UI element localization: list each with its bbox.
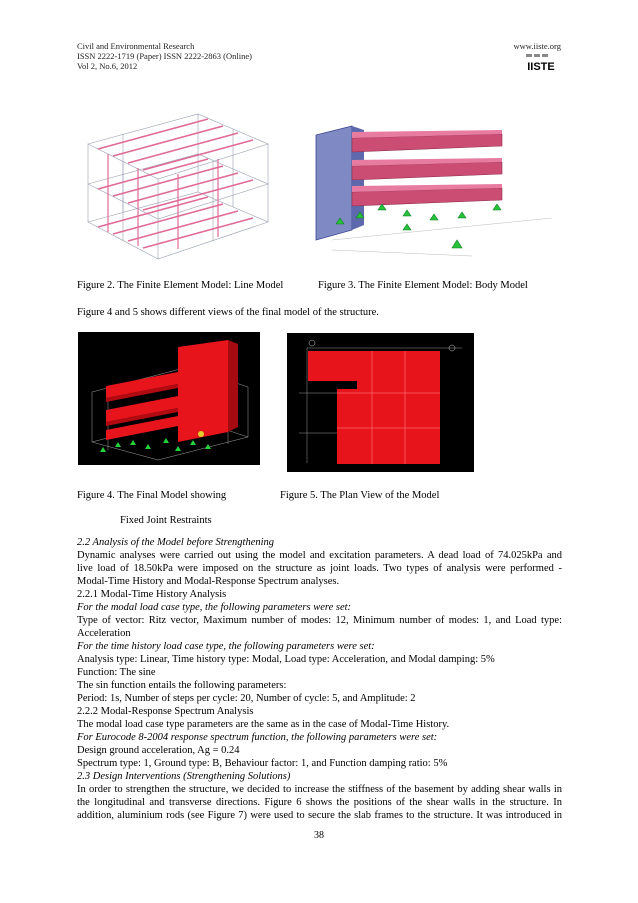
section-2-2-2-line-1: The modal load case type parameters are the same as in the case of Modal-Time History. — [77, 719, 450, 730]
modal-params-heading: For the modal load case type, the following parameters were set: — [77, 602, 352, 613]
figure-3-body-model — [312, 100, 562, 258]
figure-2-caption: Figure 2. The Finite Element Model: Line Model — [77, 280, 284, 291]
journal-header — [77, 41, 252, 71]
journal-volume: Vol 2, No.6, 2012 — [77, 61, 138, 71]
figure-3-caption: Figure 3. The Finite Element Model: Body Model — [318, 280, 528, 291]
svg-text:IISTE: IISTE — [527, 61, 555, 72]
section-2-3-heading: 2.3 Design Interventions (Strengthening Solutions) — [77, 771, 291, 782]
figure-5-plan-view — [287, 333, 474, 472]
eurocode-heading: For Eurocode 8-2004 response spectrum function, the following parameters were set: — [77, 732, 438, 743]
section-2-2-heading: 2.2 Analysis of the Model before Strengthening — [77, 537, 275, 548]
figure-4-final-model — [78, 332, 260, 465]
figure-4-caption-continued: Fixed Joint Restraints — [120, 515, 212, 526]
section-2-2-line-2: live load of 18.50kPa were imposed on the structure as joint loads. Two types of analysis were performed - — [77, 563, 562, 574]
intro-paragraph: Figure 4 and 5 shows different views of the final model of the structure. — [77, 307, 379, 318]
journal-name: Civil and Environmental Research — [77, 41, 195, 51]
figure-5-caption: Figure 5. The Plan View of the Model — [280, 490, 440, 501]
figure-4-caption: Figure 4. The Final Model showing — [77, 490, 227, 501]
section-2-2-2-heading: 2.2.2 Modal-Response Spectrum Analysis — [77, 706, 254, 717]
time-history-line-4: Period: 1s, Number of steps per cycle: 20, Number of cycle: 5, and Amplitude: 2 — [77, 693, 416, 704]
eurocode-line-2: Spectrum type: 1, Ground type: B, Behaviour factor: 1, and Function damping ratio: 5% — [77, 758, 448, 769]
section-2-3-line-3: addition, aluminium rods (see Figure 7) were used to secure the slab frames to the structure. It was introduced in — [77, 810, 562, 821]
iiste-logo — [524, 54, 558, 72]
time-history-heading: For the time history load case type, the following parameters were set: — [77, 641, 375, 652]
section-2-3-line-1: In order to strengthen the structure, we decided to increase the stiffness of the basement by adding shear walls in — [77, 784, 562, 795]
section-2-2-line-1: Dynamic analyses were carried out using the model and excitation parameters. A dead load of 74.025kPa and — [77, 550, 562, 561]
journal-issn: ISSN 2222-1719 (Paper) ISSN 2222-2863 (Online) — [77, 51, 252, 61]
modal-params-line-1: Type of vector: Ritz vector, Maximum number of modes: 12, Minimum number of modes: 1, and Load type: — [77, 615, 562, 626]
page-number: 38 — [314, 830, 324, 841]
eurocode-line-1: Design ground acceleration, Ag = 0.24 — [77, 745, 240, 756]
section-2-2-line-3: Modal-Time History and Modal-Response Spectrum analyses. — [77, 576, 340, 587]
figure-2-line-model — [78, 104, 274, 264]
section-2-3-line-2: the longitudinal and transverse directions. Figure 6 shows the positions of the shear walls in the structure. In — [77, 797, 562, 808]
time-history-line-1: Analysis type: Linear, Time history type: Modal, Load type: Acceleration, and Modal damping: 5% — [77, 654, 495, 665]
modal-params-line-2: Acceleration — [77, 628, 131, 639]
journal-website: www.iiste.org — [513, 41, 561, 51]
time-history-line-3: The sin function entails the following parameters: — [77, 680, 287, 691]
section-2-2-1-heading: 2.2.1 Modal-Time History Analysis — [77, 589, 227, 600]
time-history-line-2: Function: The sine — [77, 667, 156, 678]
